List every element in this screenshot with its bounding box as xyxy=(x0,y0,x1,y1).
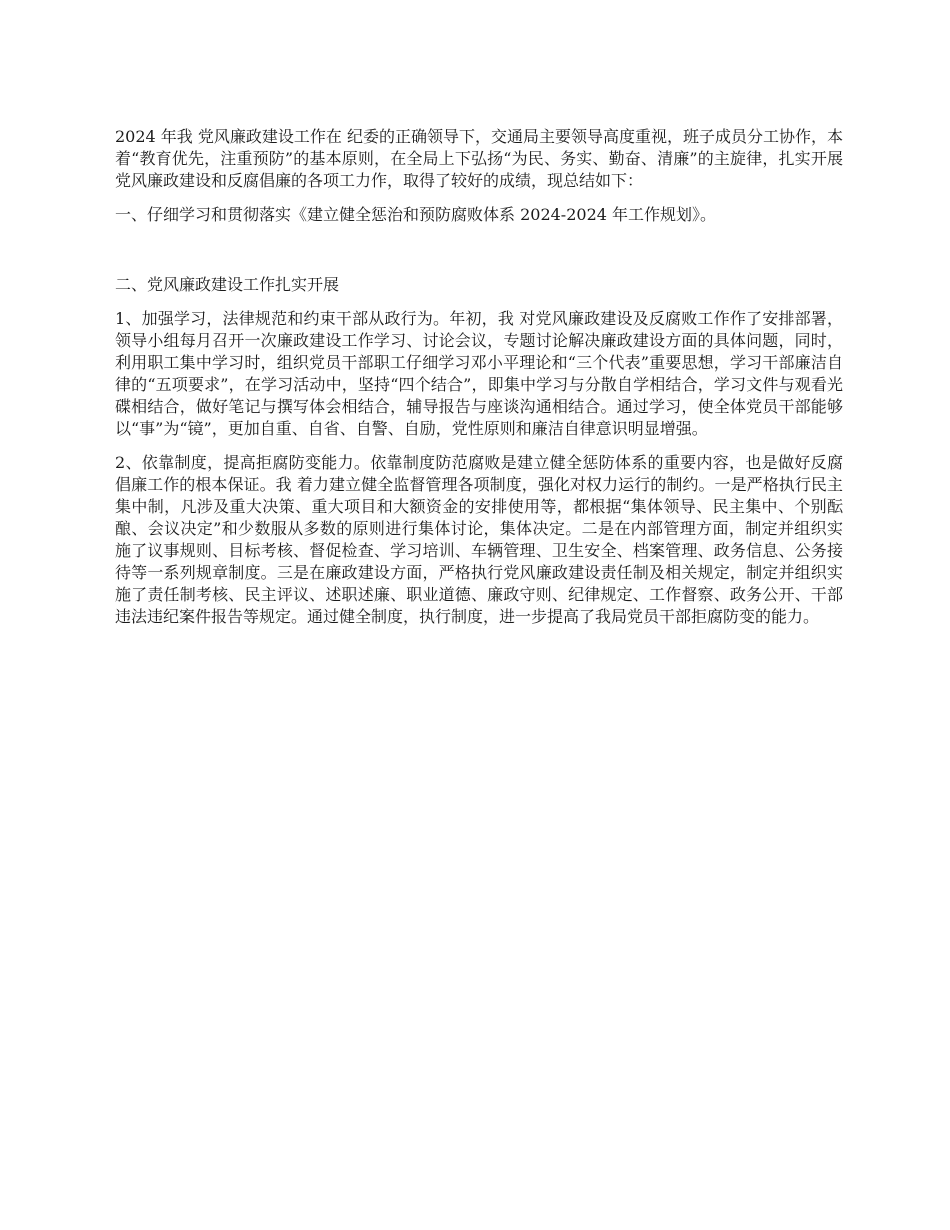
section-one-heading: 一、仔细学习和贯彻落实《建立健全惩治和预防腐败体系 2024-2024 年工作规划》。 xyxy=(115,205,717,224)
item-two-paragraph: 2、依靠制度，提高拒腐防变能力。依靠制度防范腐败是建立健全惩防体系的重要内容，也是做好反腐倡廉工作的根本保证。我 着力建立健全监督管理各项制度，强化对权力运行的制约。一是严格执行民主集中制，凡涉及重大决策、重大项目和大额资金的安排使用等，都根据“集体领导、民主集中、个别酝酿、会议决定”和少数服从多数的原则进行集体讨论，集体决定。二是在内部管理方面，制定并组织实施了议事规则、目标考核、督促检查、学习培训、车辆管理、卫生安全、档案管理、政务信息、公务接待等一系列规章制度。三是在廉政建设方面，严格执行党风廉政建设责任制及相关规定，制定并组织实施了责任制考核、民主评议、述职述廉、职业道德、廉政守则、纪律规定、工作督察、政务公开、干部违法违纪案件报告等规定。通过健全制度，执行制度，进一步提高了我局党员干部拒腐防变的能力。 xyxy=(115,453,843,626)
intro-paragraph: 2024 年我 党风廉政建设工作在 纪委的正确领导下，交通局主要领导高度重视，班子成员分工协作，本着“教育优先，注重预防”的基本原则，在全局上下弘扬“为民、务实、勤奋、清廉”的主旋律，扎实开展党风廉政建设和反腐倡廉的各项工力作，取得了较好的成绩，现总结如下： xyxy=(115,127,843,190)
section-two-heading: 二、党风廉政建设工作扎实开展 xyxy=(115,275,340,294)
document-body xyxy=(115,126,843,640)
section-gap xyxy=(115,238,843,274)
item-one-paragraph: 1、加强学习，法律规范和约束干部从政行为。年初，我 对党风廉政建设及反腐败工作作了安排部署，领导小组每月召开一次廉政建设工作学习、讨论会议，专题讨论解决廉政建设方面的具体问题，同时，利用职工集中学习时，组织党员干部职工仔细学习邓小平理论和“三个代表”重要思想，学习干部廉洁自律的“五项要求”，在学习活动中，坚持“四个结合”，即集中学习与分散自学相结合，学习文件与观看光碟相结合，做好笔记与撰写体会相结合，辅导报告与座谈沟通相结合。通过学习，使全体党员干部能够以“事”为“镜”，更加自重、自省、自警、自励，党性原则和廉洁自律意识明显增强。 xyxy=(115,309,843,438)
